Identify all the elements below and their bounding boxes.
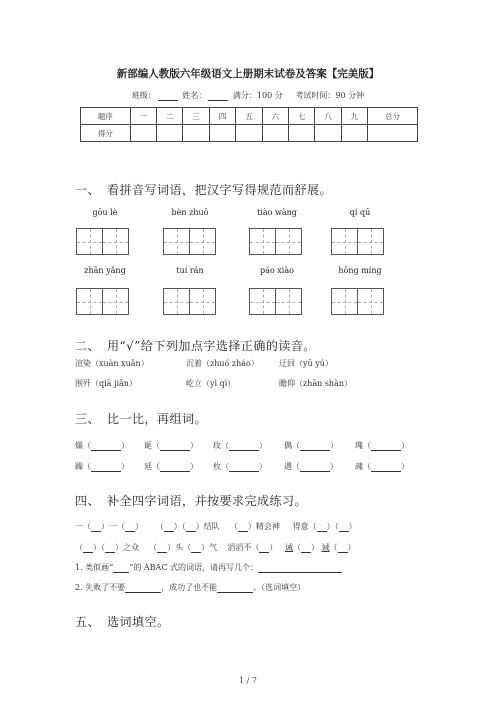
page-number: 1 / 7: [239, 676, 257, 685]
section-title: 补全四字词语，并按要求完成练习。: [107, 494, 308, 508]
section-title: 用“√”给下列加点字选择正确的读音。: [107, 339, 316, 353]
score-header-cell: 总分: [368, 108, 418, 125]
score-header-cell: 三: [183, 108, 209, 125]
score-cell[interactable]: [315, 125, 341, 142]
pinyin-label: qí qū: [349, 208, 371, 217]
score-header-cell: 一: [130, 108, 156, 125]
score-header-cell: 四: [209, 108, 235, 125]
section-1-heading: [75, 181, 332, 198]
score-cell[interactable]: [289, 125, 315, 142]
compare-item[interactable]: 偶（ ）: [284, 441, 338, 450]
score-header-cell: 二: [157, 108, 183, 125]
reading-choice[interactable]: 屹立（yì qì）: [186, 379, 236, 388]
score-table-score-row: [81, 125, 418, 142]
pinyin-label: tuí rán: [176, 266, 204, 275]
name-blank: [208, 92, 228, 101]
pinyin-label: páo xiào: [260, 266, 294, 275]
score-cell[interactable]: [130, 125, 156, 142]
writing-grid[interactable]: [163, 228, 215, 255]
score-header-cell: 题序: [81, 108, 131, 125]
section-title: 看拼音写词语，把汉字写得规范而舒展。: [107, 183, 333, 197]
reading-choice[interactable]: 迂回（yū yú）: [279, 359, 333, 368]
writing-grid[interactable]: [249, 228, 301, 255]
reading-choice[interactable]: 渲染（xuàn xuǎn）: [75, 359, 149, 368]
section-number: 一、: [75, 183, 101, 197]
compare-item[interactable]: 延（ ）: [144, 462, 198, 471]
score-header-cell: 五: [236, 108, 262, 125]
section-number: 五、: [75, 615, 101, 629]
section-5-heading: [75, 613, 170, 630]
pinyin-label: tiào wàng: [257, 208, 297, 217]
score-header-cell: 七: [289, 108, 315, 125]
score-cell[interactable]: [341, 125, 367, 142]
compare-item[interactable]: 枚（ ）: [213, 462, 267, 471]
section-4-heading: [75, 492, 307, 509]
score-header-cell: 八: [315, 108, 341, 125]
compare-item[interactable]: 躁（ ）: [75, 462, 129, 471]
section-number: 二、: [75, 339, 101, 353]
question-1[interactable]: 1. 类似画“ ”的 ABAC 式的词语，请再写几个：: [75, 562, 342, 573]
score-cell[interactable]: [262, 125, 288, 142]
reading-choice[interactable]: 沉着（zhuó zháo）: [186, 359, 259, 368]
writing-grid[interactable]: [249, 288, 301, 315]
section-title: 比一比，再组词。: [107, 412, 208, 426]
score-cell[interactable]: [157, 125, 183, 142]
writing-grid[interactable]: [76, 288, 128, 315]
compare-item[interactable]: 玫（ ）: [213, 441, 267, 450]
section-number: 三、: [75, 412, 101, 426]
section-2-heading: [75, 337, 316, 354]
reading-choice[interactable]: 瞻仰（zhān shàn）: [279, 379, 353, 388]
score-table-header-row: [81, 108, 418, 125]
idiom-line-2[interactable]: （ ）（ ）之众 （ ）头（ ）气 滔滔不（ ） 诫（ ） 诫（ ）: [75, 543, 356, 552]
score-header-cell: 六: [262, 108, 288, 125]
score-table: [80, 107, 418, 142]
pinyin-label: hōng míng: [338, 266, 382, 275]
name-label: 姓名：: [182, 91, 207, 100]
reading-choice[interactable]: 围歼（qiā jiān）: [75, 379, 137, 388]
section-title: 选词填空。: [107, 615, 170, 629]
writing-grid[interactable]: [163, 288, 215, 315]
pinyin-label: zhān yǎng: [84, 266, 126, 275]
class-label: 班级：: [131, 91, 156, 100]
compare-item[interactable]: 诞（ ）: [144, 441, 198, 450]
writing-grid[interactable]: [331, 288, 383, 315]
pinyin-label: gōu lè: [92, 208, 118, 217]
pinyin-label: bèn zhuō: [171, 208, 209, 217]
section-number: 四、: [75, 494, 101, 508]
writing-grid[interactable]: [76, 228, 128, 255]
compare-item[interactable]: 遇（ ）: [284, 462, 338, 471]
exam-time: 考试时间：90 分钟: [295, 91, 365, 100]
compare-item[interactable]: 燥（ ）: [75, 441, 129, 450]
exam-info: [0, 90, 496, 101]
page-title: 新部编人教版六年级语文上册期末试卷及答案【完美版】: [116, 68, 380, 80]
compare-item[interactable]: 瑰（ ）: [355, 441, 409, 450]
score-cell[interactable]: [209, 125, 235, 142]
section-3-heading: [75, 410, 207, 427]
score-cell[interactable]: [183, 125, 209, 142]
idiom-line-1[interactable]: 一（ ）一（ ） （ ）（ ）结队 （ ）精会神 得意（ ）（ ）: [75, 522, 357, 531]
score-header-cell: 九: [341, 108, 367, 125]
writing-grid[interactable]: [331, 228, 383, 255]
full-score: 满分：100 分: [232, 91, 283, 100]
score-cell[interactable]: [236, 125, 262, 142]
class-blank: [158, 92, 178, 101]
question-2[interactable]: 2. 失败了不要 ，成功了也不能 。（选词填空）: [75, 583, 306, 592]
score-cell[interactable]: [368, 125, 418, 142]
score-row-label: 得分: [81, 125, 131, 142]
compare-item[interactable]: 魂（ ）: [355, 462, 409, 471]
